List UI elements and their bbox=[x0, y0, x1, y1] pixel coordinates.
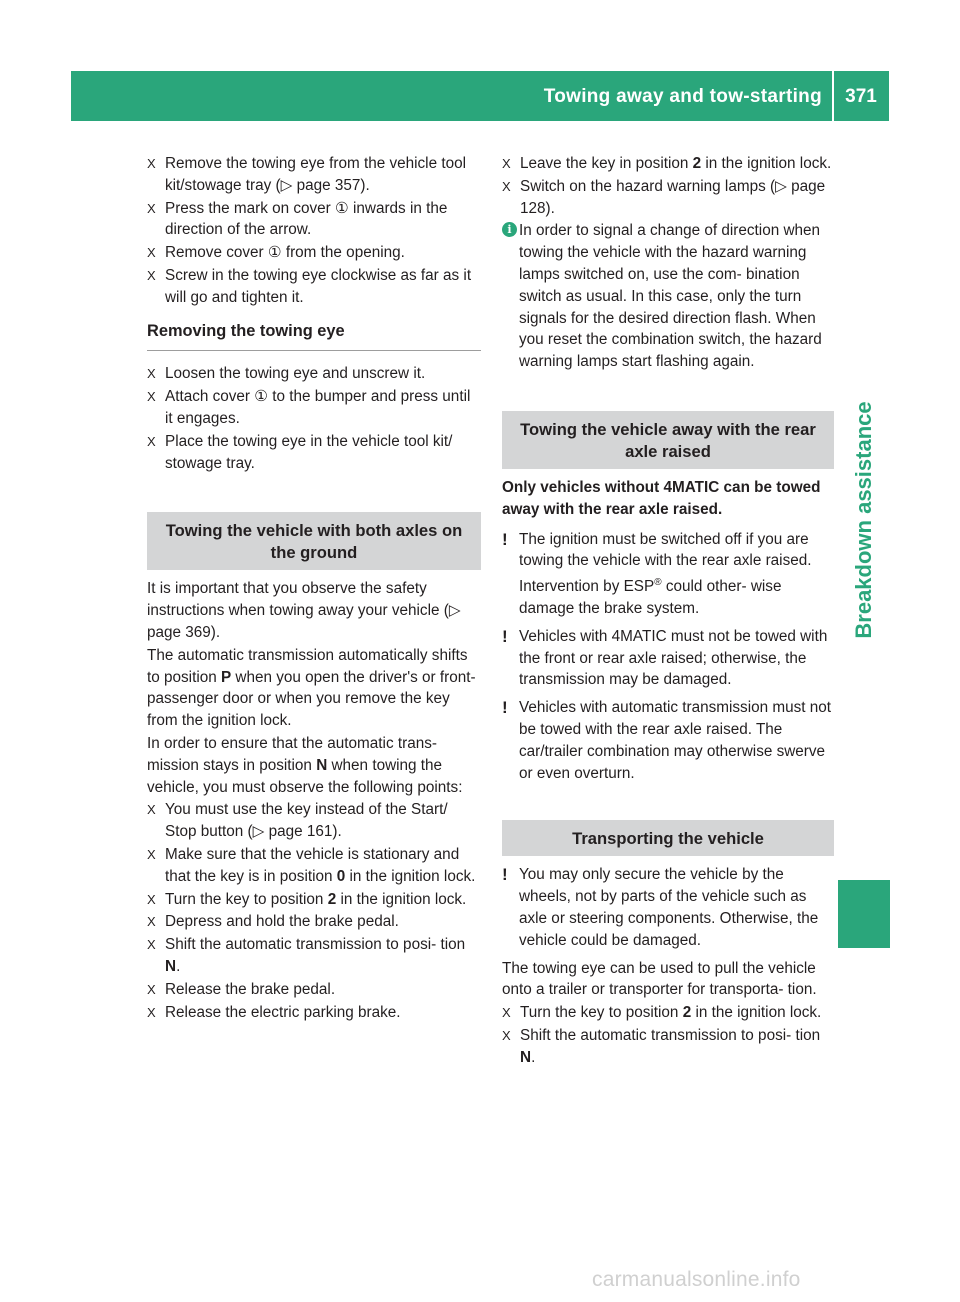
warning-icon: ! bbox=[502, 698, 508, 718]
step-item: X Shift the automatic transmission to posi- tion N. bbox=[147, 936, 466, 975]
step-arrow-icon: X bbox=[502, 1028, 511, 1043]
warning-icon: ! bbox=[502, 865, 508, 885]
warning-icon: ! bbox=[502, 529, 508, 549]
step-item: X Remove the towing eye from the vehicle tool kit/stowage tray (▷ page 357). bbox=[147, 155, 466, 194]
step-item: X Make sure that the vehicle is stationary and that the key is in position 0 in the ignition lock. bbox=[147, 845, 476, 885]
step-item: X Loosen the towing eye and unscrew it. bbox=[147, 363, 481, 385]
right-column bbox=[502, 153, 834, 1070]
step-arrow-icon: X bbox=[147, 200, 156, 216]
step-item: X Shift the automatic transmission to posi- tion N. bbox=[502, 1027, 821, 1066]
info-note: i In order to signal a change of direction when towing the vehicle with the hazard warning lamps switched on, use the com- bination switch as usual. In this case, only the turn signals for the desired direction flash. When you reset the combination switch, the hazard warning lamps start flashing again. bbox=[502, 220, 834, 373]
step-arrow-icon: X bbox=[147, 156, 156, 171]
step-item: X Attach cover ① to the bumper and press until it engages. bbox=[147, 388, 471, 427]
step-item: X Switch on the hazard warning lamps (▷ page 128). bbox=[502, 177, 826, 217]
step-arrow-icon: X bbox=[147, 389, 156, 405]
left-column bbox=[147, 153, 481, 1024]
paragraph: It is important that you observe the safety instructions when towing away your vehicle (▷ page 369). bbox=[147, 580, 461, 641]
step-item: X Turn the key to position 2 in the ignition lock. bbox=[147, 889, 481, 911]
step-arrow-icon: X bbox=[147, 1004, 156, 1020]
step-item: X Leave the key in position 2 in the ignition lock. bbox=[502, 153, 834, 175]
step-item: X Press the mark on cover ① inwards in the direction of the arrow. bbox=[147, 199, 448, 239]
warning-note: ! Vehicles with automatic transmission must not be towed with the rear axle raised. The car/trailer combination may otherwise swerve or even overturn. bbox=[502, 698, 832, 782]
step-arrow-icon: X bbox=[147, 366, 156, 382]
warning-note: ! The ignition must be switched off if you are towing the vehicle with the rear axle raised. Intervention by ESP® could other- wise damage the brake system. bbox=[502, 529, 812, 618]
step-arrow-icon: X bbox=[147, 846, 156, 862]
step-arrow-icon: X bbox=[147, 267, 156, 283]
paragraph: The towing eye can be used to pull the vehicle onto a trailer or transporter for transporta- tion. bbox=[502, 959, 817, 999]
step-arrow-icon: X bbox=[147, 937, 156, 953]
step-item: X Release the brake pedal. bbox=[147, 979, 481, 1001]
step-item: X You must use the key instead of the Start/ Stop button (▷ page 161). bbox=[147, 801, 448, 841]
info-icon: i bbox=[502, 222, 517, 237]
section-heading-both-axles: Towing the vehicle with both axles on the ground bbox=[147, 512, 481, 570]
step-arrow-icon: X bbox=[147, 245, 156, 261]
header-divider bbox=[832, 71, 834, 121]
step-arrow-icon: X bbox=[502, 178, 511, 194]
step-item: X Release the electric parking brake. bbox=[147, 1002, 481, 1024]
step-arrow-icon: X bbox=[502, 1005, 511, 1021]
warning-icon: ! bbox=[502, 626, 508, 646]
step-item: X Depress and hold the brake pedal. bbox=[147, 911, 481, 933]
step-arrow-icon: X bbox=[147, 433, 156, 449]
step-arrow-icon: X bbox=[502, 156, 511, 171]
warning-note: ! You may only secure the vehicle by the wheels, not by parts of the vehicle such as axle or steering components. Otherwise, the vehicle could be damaged. bbox=[502, 865, 819, 949]
paragraph-bold: Only vehicles without 4MATIC can be towed away with the rear axle raised. bbox=[502, 478, 821, 518]
step-item: X Screw in the towing eye clockwise as far as it will go and tighten it. bbox=[147, 266, 472, 306]
step-arrow-icon: X bbox=[147, 914, 156, 930]
paragraph: The automatic transmission automatically shifts to position P when you open the driver's or front-passenger door or when you remove the key from the ignition lock. bbox=[147, 646, 476, 730]
subheading-removing: Removing the towing eye bbox=[147, 321, 481, 352]
paragraph: In order to ensure that the automatic trans- mission stays in position N when towing the vehicle, you must observe the following points: bbox=[147, 734, 463, 796]
step-item: X Remove cover ① from the opening. bbox=[147, 242, 481, 264]
side-tab-label: Breakdown assistance bbox=[851, 401, 876, 639]
step-item: X Place the towing eye in the vehicle tool kit/ stowage tray. bbox=[147, 432, 453, 472]
warning-note: ! Vehicles with 4MATIC must not be towed with the front or rear axle raised; otherwise, the transmission may be damaged. bbox=[502, 626, 828, 689]
step-arrow-icon: X bbox=[147, 891, 156, 907]
page-title: Towing away and tow-starting bbox=[543, 86, 822, 107]
page-number: 371 bbox=[845, 86, 877, 107]
section-heading-rear-axle: Towing the vehicle away with the rear axle raised bbox=[502, 411, 834, 469]
side-tab-marker bbox=[838, 880, 890, 948]
step-item: X Turn the key to position 2 in the ignition lock. bbox=[502, 1002, 834, 1024]
section-heading-transporting: Transporting the vehicle bbox=[502, 820, 834, 856]
watermark: carmanualsonline.info bbox=[592, 1268, 801, 1291]
step-arrow-icon: X bbox=[147, 981, 156, 997]
step-arrow-icon: X bbox=[147, 802, 156, 818]
